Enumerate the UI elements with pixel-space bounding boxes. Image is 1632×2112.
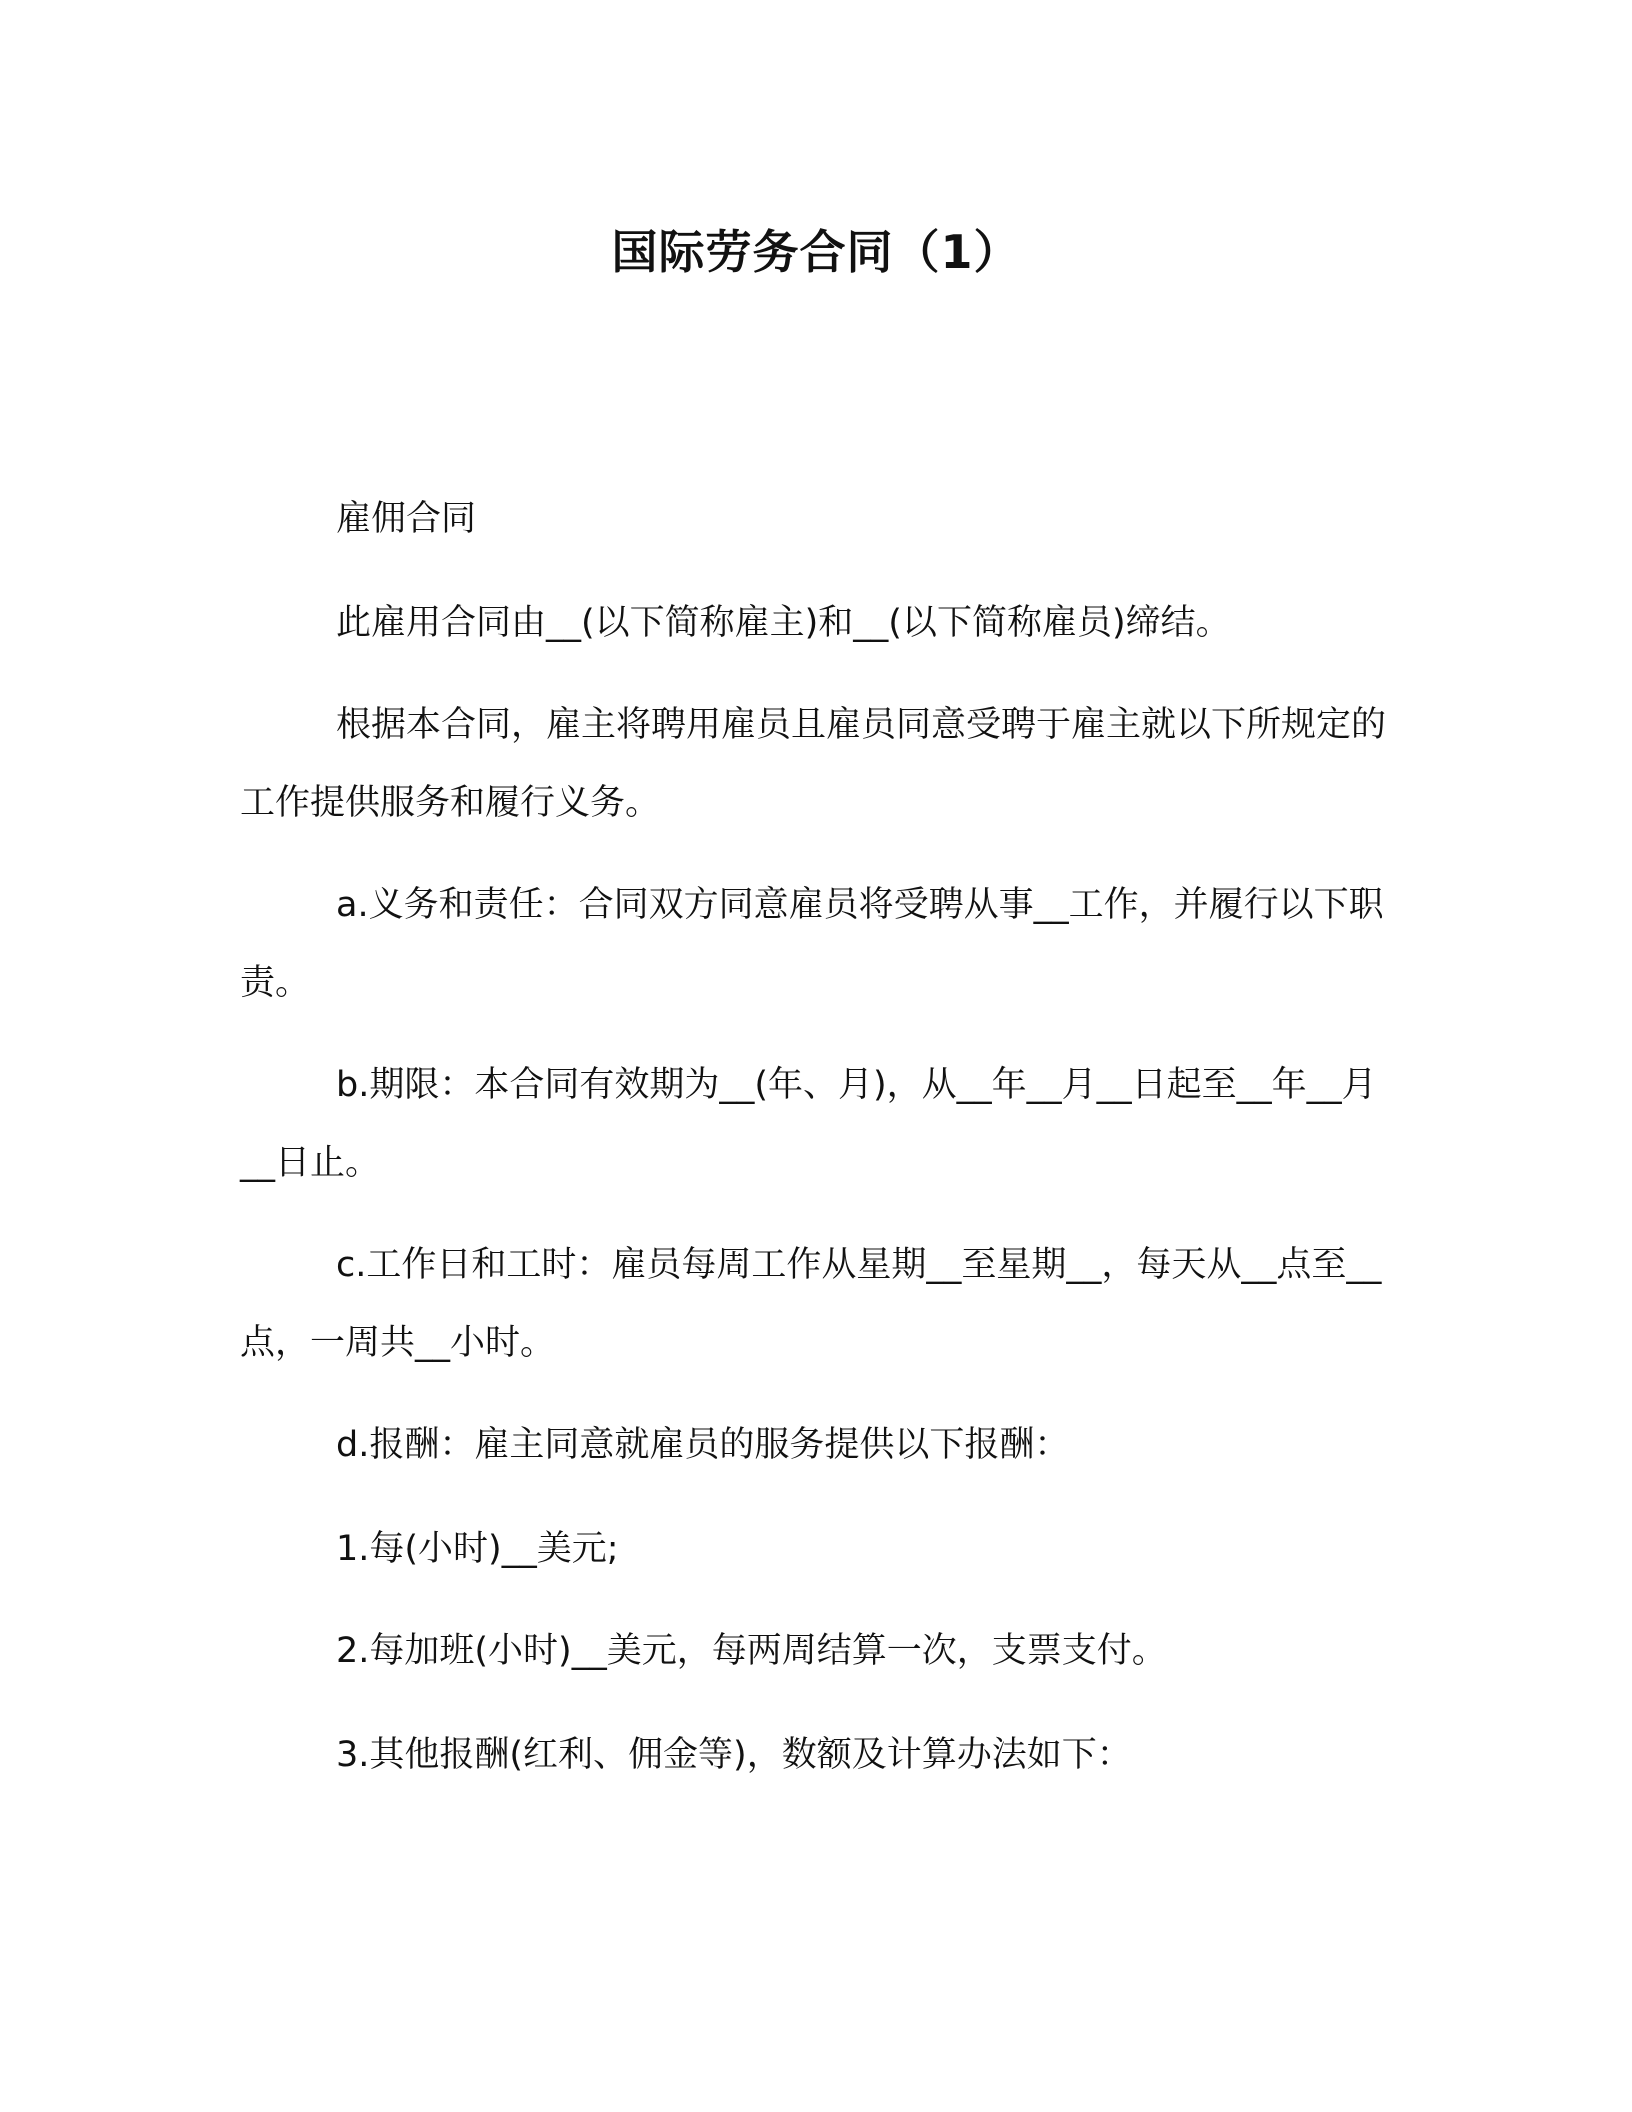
paragraph-heading: 雇佣合同 (336, 499, 477, 539)
paragraph-item-3: 3.其他报酬(红利、佣金等)，数额及计算办法如下： (336, 1735, 1132, 1775)
paragraph-parties: 此雇用合同由__(以下简称雇主)和__(以下简称雇员)缔结。 (336, 603, 1231, 643)
paragraph-remuneration: d.报酬：雇主同意就雇员的服务提供以下报酬： (336, 1425, 1070, 1465)
paragraph-term: b.期限：本合同有效期为__(年、月)，从__年__月__日起至__年__月__日止。 (240, 1065, 1377, 1183)
paragraph-duties: a.义务和责任：合同双方同意雇员将受聘从事__工作，并履行以下职责。 (240, 885, 1384, 1003)
paragraph-item-1: 1.每(小时)__美元; (336, 1529, 619, 1569)
document-title: 国际劳务合同（1） (611, 225, 1021, 279)
paragraph-working-hours: c.工作日和工时：雇员每周工作从星期__至星期__，每天从__点至__点，一周共__小时。 (240, 1245, 1382, 1363)
paragraph-agreement: 根据本合同，雇主将聘用雇员且雇员同意受聘于雇主就以下所规定的工作提供服务和履行义务。 (240, 705, 1387, 823)
paragraph-item-2: 2.每加班(小时)__美元，每两周结算一次，支票支付。 (336, 1631, 1167, 1671)
